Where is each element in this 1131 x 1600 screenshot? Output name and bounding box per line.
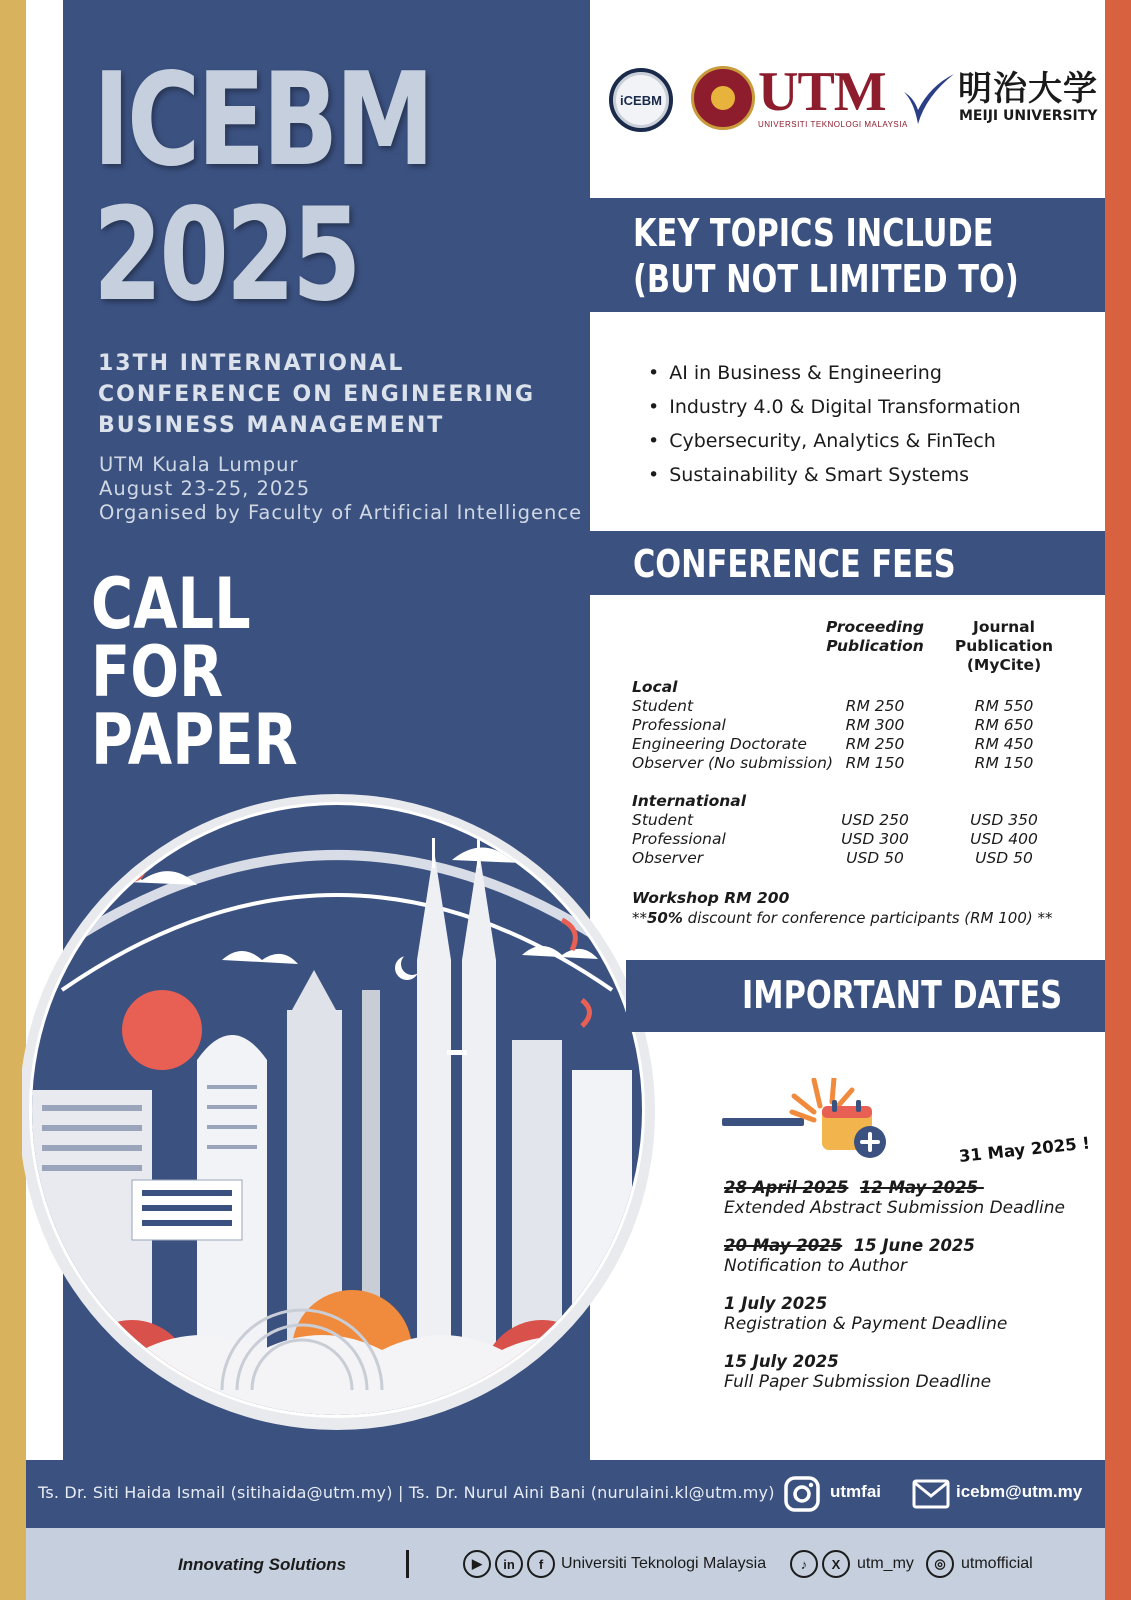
key-topics-band [590,198,1105,312]
proceeding-column-header [817,618,933,656]
important-dates-title: IMPORTANT DATES [742,973,1063,1017]
date-line [724,1178,1065,1198]
discount-percent: 50% [647,909,683,927]
international-group-label [632,792,1092,811]
organiser-text: Organised by Faculty of Artificial Intelligence [99,501,583,524]
kuala-lumpur-skyline-illustration [22,790,672,1440]
journal-column-header [954,618,1054,675]
fee-proceeding: RM 250 [845,735,905,753]
calendar-icon [722,1078,907,1158]
fee-journal: RM 650 [974,716,1034,734]
list-item [724,1294,1065,1334]
facebook-icon[interactable]: f [527,1550,555,1578]
spacer [632,773,1092,792]
key-topics-list [648,356,1021,492]
workshop-fee-note [632,889,1053,927]
group-label: International [632,792,747,810]
date-description: Full Paper Submission Deadline [724,1372,992,1392]
conference-name-line: 13TH INTERNATIONAL [98,351,405,376]
fee-category: Professional [632,716,726,734]
x-twitter-icon[interactable]: X [822,1550,850,1578]
x-handle[interactable]: utm_my [857,1555,914,1572]
instagram-icon[interactable]: ◎ [926,1550,954,1578]
abstract-old-date-2: 12 May 2025 [859,1178,979,1197]
header-line: (MyCite) [966,656,1042,674]
tiktok-icon[interactable]: ♪ [790,1550,818,1578]
date-description: Registration & Payment Deadline [724,1314,1008,1334]
fee-category: Engineering Doctorate [632,735,807,753]
topic-item: • Cybersecurity, Analytics & FinTech [648,424,1021,458]
important-dates-list [724,1178,1065,1410]
header-line: Publication [826,637,924,655]
university-social-name[interactable]: Universiti Teknologi Malaysia [561,1555,767,1572]
tagline: Innovating Solutions [178,1555,347,1574]
meiji-logo-name: MEIJI UNIVERSITY [959,108,1098,124]
topic-item: • Industry 4.0 & Digital Transformation [648,390,1021,424]
conference-name-line: CONFERENCE ON ENGINEERING [98,382,536,407]
conference-full-name [98,348,568,441]
fee-proceeding: RM 300 [845,716,905,734]
fee-journal: USD 50 [975,849,1033,867]
date-description: Extended Abstract Submission Deadline [724,1198,1066,1218]
fee-journal: RM 150 [974,754,1034,772]
fee-journal: USD 400 [970,830,1038,848]
local-group-label [632,678,1092,697]
table-row [632,830,1092,849]
divider [406,1550,409,1578]
full-paper-date: 15 July 2025 [724,1352,839,1371]
discount-prefix: ** [632,909,647,927]
key-topics-title-line: KEY TOPICS INCLUDE [633,211,994,255]
table-row [632,849,1092,868]
cfp-line: FOR [91,631,224,713]
utm-logo-subtitle: UNIVERSITI TEKNOLOGI MALAYSIA [758,120,908,129]
fee-category: Observer [632,849,704,867]
date-line [724,1236,1065,1256]
fee-proceeding: USD 300 [841,830,909,848]
partner-logos [605,62,1105,142]
date-text: August 23-25, 2025 [99,477,311,500]
fees-table [632,618,1092,868]
list-item [724,1178,1065,1218]
fee-proceeding: RM 250 [845,697,905,715]
utm-seal-icon [691,66,755,130]
fee-category: Student [632,697,694,715]
topic-item: • AI in Business & Engineering [648,356,1021,390]
conference-meta [99,453,583,525]
table-row [632,811,1092,830]
social-bar [26,1528,1105,1600]
header-line: Proceeding [826,618,924,636]
registration-date: 1 July 2025 [724,1294,828,1313]
conference-fees-band [590,531,1105,595]
fee-journal: USD 350 [970,811,1038,829]
contact-email[interactable]: icebm@utm.my [956,1482,1083,1501]
youtube-icon[interactable]: ▶ [463,1550,491,1578]
instagram-official-handle[interactable]: utmofficial [961,1555,1033,1572]
icebm-logo: iCEBM [609,68,673,132]
instagram-handle[interactable]: utmfai [830,1482,881,1501]
discount-note [632,909,1053,927]
venue-text: UTM Kuala Lumpur [99,453,299,476]
discount-text: discount for conference participants (RM 100) ** [682,909,1053,927]
list-item [724,1352,1065,1392]
key-topics-title [633,210,1019,302]
table-row [632,754,1092,773]
cfp-line: CALL [91,563,251,645]
fee-category: Professional [632,830,726,848]
table-row [632,716,1092,735]
fees-column-headers [632,618,1092,678]
abstract-new-deadline: 31 May 2025 ! [958,1133,1091,1166]
fee-proceeding: USD 50 [846,849,904,867]
list-item [724,1236,1065,1276]
important-dates-band [626,960,1105,1032]
conference-fees-title: CONFERENCE FEES [633,542,956,586]
conference-name-line: BUSINESS MANAGEMENT [98,413,445,438]
notification-old-date: 20 May 2025 [724,1236,843,1255]
abstract-old-date-1: 28 April 2025 [724,1178,849,1197]
notification-new-date: 15 June 2025 [853,1236,975,1255]
fee-proceeding: RM 150 [845,754,905,772]
fee-journal: RM 550 [974,697,1034,715]
fee-journal: RM 450 [974,735,1034,753]
conference-acronym: ICEBM [93,46,432,195]
contact-bar [26,1460,1105,1528]
fee-category: Student [632,811,694,829]
contact-persons: Ts. Dr. Siti Haida Ismail (sitihaida@utm.my) | Ts. Dr. Nurul Aini Bani (nurulaini.kl@utm.my) [38,1483,775,1502]
utm-logo-text: UTM [758,61,886,123]
conference-year: 2025 [93,181,359,330]
right-orange-strip [1105,0,1131,1600]
cfp-line: PAPER [91,699,298,781]
meiji-logo-icon [900,72,956,128]
header-line: Publication [954,637,1054,655]
date-description: Notification to Author [724,1256,907,1276]
header-line: Journal [973,618,1035,636]
table-row [632,735,1092,754]
mail-icon[interactable] [912,1479,950,1509]
instagram-icon[interactable] [783,1475,821,1513]
call-for-paper-heading [91,563,298,781]
workshop-fee: Workshop RM 200 [632,889,790,907]
group-label: Local [632,678,678,696]
linkedin-icon[interactable]: in [495,1550,523,1578]
table-row [632,697,1092,716]
fee-category: Observer (No submission) [632,754,834,772]
meiji-logo-kanji: 明治大学 [958,69,1098,109]
topic-item: • Sustainability & Smart Systems [648,458,1021,492]
key-topics-title-line: (BUT NOT LIMITED TO) [633,257,1019,301]
fee-proceeding: USD 250 [841,811,909,829]
